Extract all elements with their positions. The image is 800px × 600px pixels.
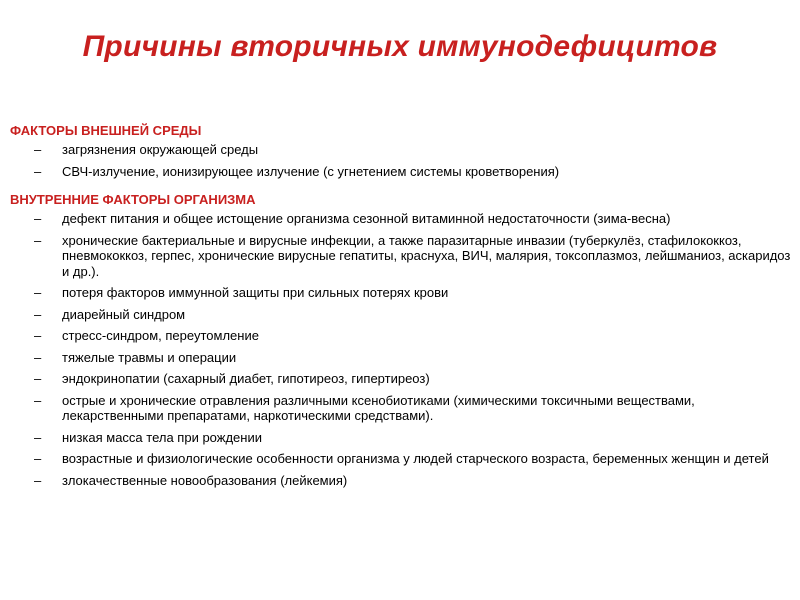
list-item (10, 393, 800, 424)
bullet-dash: – (34, 163, 42, 179)
list-item (10, 233, 800, 280)
list-item (10, 371, 800, 387)
bullet-dash: – (34, 371, 42, 386)
list-item-text: хронические бактериальные и вирусные инфекции, а также паразитарные инвазии (туберкулёз, стафилококкоз, пневмококкоз, герпес, хронические вирусные гепатиты, краснуха, ВИЧ, малярия, токсоплазмоз, лейшманиоз, аскаридоз и др.). (62, 232, 791, 279)
list-item (10, 285, 800, 301)
list-item (10, 164, 800, 180)
list-item-text: тяжелые травмы и операции (62, 349, 237, 365)
list-item (10, 142, 800, 158)
slide-content (10, 122, 800, 494)
bullet-dash: – (34, 451, 42, 466)
bullet-dash: – (34, 429, 42, 445)
list-item-text: низкая масса тела при рождении (62, 429, 262, 445)
list-item (10, 211, 800, 227)
list-item-text: стресс-синдром, переутомление (62, 328, 259, 343)
list-item (10, 350, 800, 366)
bullet-dash: – (34, 232, 42, 248)
section-external-factors (10, 122, 800, 179)
list-item (10, 307, 800, 323)
list-item-text: эндокринопатии (сахарный диабет, гипотиреоз, гипертиреоз) (62, 371, 430, 386)
section-heading: ФАКТОРЫ ВНЕШНЕЙ СРЕДЫ (10, 123, 202, 138)
section-internal-factors (10, 191, 800, 488)
list-item (10, 473, 800, 489)
bullet-dash: – (34, 306, 42, 322)
bullet-dash: – (34, 472, 42, 488)
list-item-text: возрастные и физиологические особенности организма у людей старческого возраста, беременных женщин и детей (62, 451, 769, 466)
bullet-dash: – (34, 211, 42, 226)
list-item-text: дефект питания и общее истощение организма сезонной витаминной недостаточности (зима-весна) (62, 211, 671, 226)
bullet-list (10, 211, 800, 488)
bullet-dash: – (34, 328, 42, 343)
slide-title: Причины вторичных иммунодефицитов (82, 30, 718, 63)
bullet-dash: – (34, 392, 42, 408)
list-item-text: злокачественные новообразования (лейкемия) (62, 472, 348, 488)
list-item-text: острые и хронические отравления различными ксенобиотиками (химическими токсичными веществами, лекарственными препаратами, наркотическими средствами). (62, 392, 695, 423)
list-item-text: потеря факторов иммунной защиты при сильных потерях крови (62, 285, 449, 300)
list-item (10, 328, 800, 344)
section-heading: ВНУТРЕННИЕ ФАКТОРЫ ОРГАНИЗМА (10, 192, 256, 207)
bullet-dash: – (34, 285, 42, 300)
list-item-text: диарейный синдром (62, 306, 186, 322)
bullet-list (10, 142, 800, 179)
list-item-text: загрязнения окружающей среды (62, 142, 259, 157)
list-item (10, 451, 800, 467)
bullet-dash: – (34, 142, 42, 157)
list-item (10, 430, 800, 446)
list-item-text: СВЧ-излучение, ионизирующее излучение (с угнетением системы кроветворения) (62, 163, 560, 179)
bullet-dash: – (34, 349, 42, 365)
